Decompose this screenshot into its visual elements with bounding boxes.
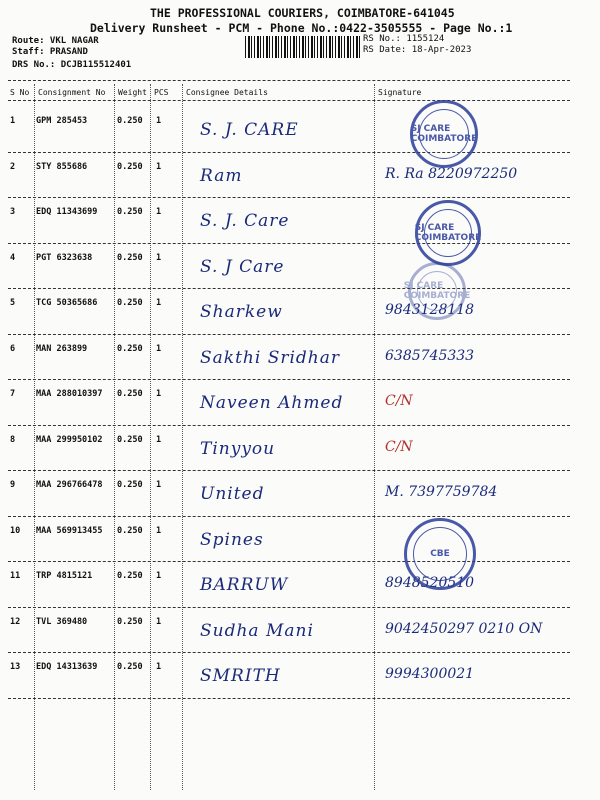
row-pcs: 1 <box>156 161 162 172</box>
row-consignee: S. J. CARE <box>200 120 299 140</box>
row-sno: 7 <box>10 389 16 399</box>
table-row <box>0 472 600 517</box>
table-row <box>0 563 600 608</box>
row-weight: 0.250 <box>117 161 143 172</box>
row-consignment-no: MAA 288010397 <box>36 389 103 399</box>
row-divider <box>8 152 570 153</box>
col-consignment-header: Consignment No <box>38 88 106 97</box>
row-sno: 1 <box>10 116 16 126</box>
row-sno: 9 <box>10 480 16 490</box>
row-consignee: United <box>200 484 265 504</box>
row-weight: 0.250 <box>117 525 143 536</box>
row-divider <box>8 698 570 699</box>
row-consignee: SMRITH <box>200 666 281 686</box>
row-signature: R. Ra 8220972250 <box>385 165 518 182</box>
table-row <box>0 654 600 699</box>
row-weight: 0.250 <box>117 571 143 581</box>
row-consignee: BARRUW <box>200 575 289 595</box>
row-consignee: Sakthi Sridhar <box>200 347 341 368</box>
table-row <box>0 518 600 563</box>
row-divider <box>8 379 570 380</box>
row-pcs: 1 <box>156 480 162 490</box>
row-divider <box>8 652 570 653</box>
table-row <box>0 290 600 335</box>
row-signature: 8948520510 <box>385 575 475 591</box>
row-weight: 0.250 <box>117 389 143 399</box>
row-signature: M. 7397759784 <box>385 484 498 500</box>
row-signature: 9843128118 <box>385 302 475 318</box>
row-consignment-no: MAA 569913455 <box>36 525 103 536</box>
row-consignment-no: EDQ 11343699 <box>36 207 98 217</box>
row-pcs: 1 <box>156 116 162 126</box>
row-consignment-no: GPM 285453 <box>36 116 88 126</box>
row-signature: 9042450297 0210 ON <box>385 620 543 637</box>
barcode <box>245 36 360 58</box>
col-weight-header: Weight <box>118 88 147 97</box>
row-weight: 0.250 <box>117 662 143 672</box>
row-divider <box>8 197 570 198</box>
row-sno: 12 <box>10 616 21 627</box>
row-divider <box>8 243 570 244</box>
row-weight: 0.250 <box>117 252 143 263</box>
row-consignment-no: EDQ 14313639 <box>36 662 98 672</box>
table-row <box>0 245 600 290</box>
row-pcs: 1 <box>156 525 162 536</box>
row-pcs: 1 <box>156 207 162 217</box>
row-divider <box>8 425 570 426</box>
row-weight: 0.250 <box>117 116 143 126</box>
row-consignee: Spines <box>200 529 264 550</box>
row-pcs: 1 <box>156 343 162 354</box>
row-consignment-no: TVL 369480 <box>36 616 88 627</box>
staff-label: Staff: PRASAND <box>12 47 88 57</box>
table-row <box>0 381 600 426</box>
row-sno: 3 <box>10 207 16 217</box>
document-subtitle: Delivery Runsheet - PCM - Phone No.:0422-3505555 - Page No.:1 <box>90 21 513 35</box>
row-consignee: Tinyyou <box>200 438 276 459</box>
table-row <box>0 336 600 381</box>
drs-number: DRS No.: DCJB115512401 <box>12 60 132 70</box>
table-row <box>0 154 600 199</box>
row-sno: 11 <box>10 571 21 581</box>
header-divider <box>8 80 570 81</box>
row-signature: C/N <box>385 438 413 455</box>
row-sno: 10 <box>10 525 21 536</box>
row-consignment-no: PGT 6323638 <box>36 252 93 263</box>
row-pcs: 1 <box>156 434 162 445</box>
row-sno: 13 <box>10 662 21 672</box>
row-signature: 9994300021 <box>385 666 475 682</box>
table-row <box>0 108 600 153</box>
rs-date: RS Date: 18-Apr-2023 <box>363 45 472 55</box>
row-consignee: S. J Care <box>200 256 285 277</box>
row-divider <box>8 288 570 289</box>
row-consignment-no: TCG 50365686 <box>36 298 98 308</box>
row-consignee: Naveen Ahmed <box>200 393 344 413</box>
sjcare-stamp-faint: SJ CARE COIMBATORE <box>408 262 466 320</box>
row-sno: 6 <box>10 343 16 354</box>
row-signature: C/N <box>385 393 413 409</box>
row-sno: 8 <box>10 434 16 445</box>
table-row <box>0 427 600 472</box>
row-consignment-no: MAA 296766478 <box>36 480 103 490</box>
cbe-stamp: CBE <box>404 518 476 590</box>
row-weight: 0.250 <box>117 616 143 627</box>
row-consignment-no: STY 855686 <box>36 161 88 172</box>
row-divider <box>8 334 570 335</box>
col-sno-header: S No <box>10 88 30 97</box>
row-weight: 0.250 <box>117 298 143 308</box>
row-pcs: 1 <box>156 571 162 581</box>
row-sno: 5 <box>10 298 16 308</box>
sjcare-stamp: SJ CARE COIMBATORE <box>410 100 478 168</box>
row-divider <box>8 607 570 608</box>
route-label: Route: VKL NAGAR <box>12 36 99 46</box>
row-signature: 6385745333 <box>385 347 475 364</box>
row-consignee: Sharkew <box>200 302 283 322</box>
row-sno: 4 <box>10 252 16 263</box>
col-consignee-header: Consignee Details <box>186 88 268 97</box>
row-consignee: Ram <box>200 165 243 186</box>
row-sno: 2 <box>10 161 16 172</box>
rs-number: RS No.: 1155124 <box>363 34 445 44</box>
row-pcs: 1 <box>156 662 162 672</box>
document-title: THE PROFESSIONAL COURIERS, COIMBATORE-641045 <box>150 6 455 20</box>
row-divider <box>8 516 570 517</box>
row-consignment-no: MAA 299950102 <box>36 434 103 445</box>
header-bottom-divider <box>8 100 570 101</box>
row-weight: 0.250 <box>117 207 143 217</box>
table-row <box>0 609 600 654</box>
table-row <box>0 199 600 244</box>
col-signature-header: Signature <box>378 88 422 97</box>
row-consignee: S. J. Care <box>200 211 290 231</box>
row-pcs: 1 <box>156 252 162 263</box>
row-weight: 0.250 <box>117 480 143 490</box>
sjcare-stamp: SJ CARE COIMBATORE <box>415 200 481 266</box>
row-consignee: Sudha Mani <box>200 620 314 641</box>
row-divider <box>8 470 570 471</box>
row-consignment-no: MAN 263899 <box>36 343 88 354</box>
row-pcs: 1 <box>156 298 162 308</box>
row-pcs: 1 <box>156 616 162 627</box>
row-divider <box>8 561 570 562</box>
col-pcs-header: PCS <box>154 88 169 97</box>
row-weight: 0.250 <box>117 343 143 354</box>
row-weight: 0.250 <box>117 434 143 445</box>
row-pcs: 1 <box>156 389 162 399</box>
row-consignment-no: TRP 4815121 <box>36 571 93 581</box>
